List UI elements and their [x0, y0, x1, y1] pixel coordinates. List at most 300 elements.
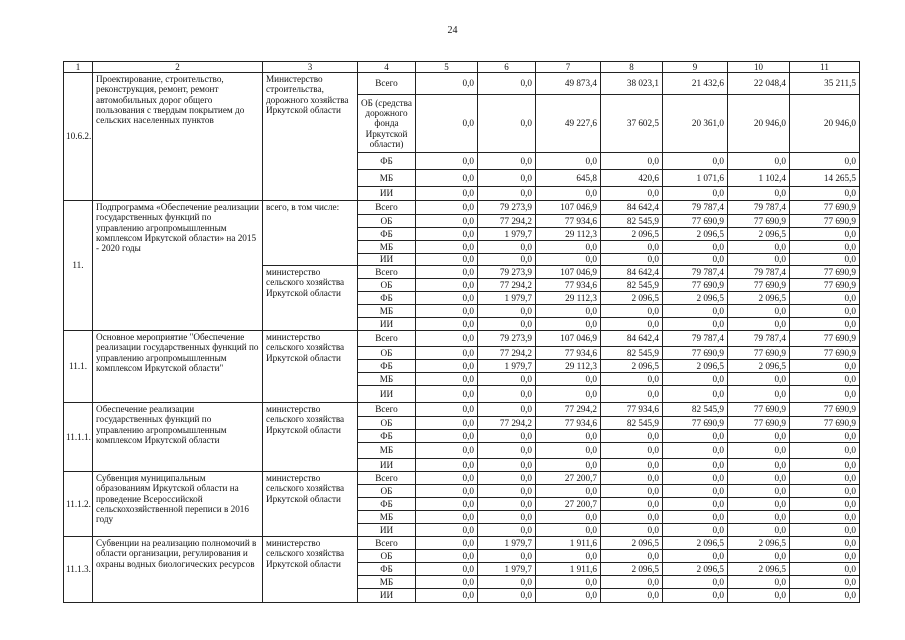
amount-cell: 0,0 — [478, 170, 536, 187]
amount-cell: 0,0 — [728, 524, 790, 537]
amount-cell: 0,0 — [663, 187, 728, 201]
column-header: 6 — [478, 62, 536, 73]
amount-cell: 0,0 — [663, 589, 728, 603]
amount-cell: 77 294,2 — [478, 417, 536, 430]
amount-cell: 77 690,9 — [790, 347, 860, 360]
amount-cell: 0,0 — [728, 305, 790, 318]
amount-cell: 0,0 — [416, 95, 478, 153]
amount-cell: 0,0 — [416, 430, 478, 443]
amount-cell: 0,0 — [536, 485, 601, 498]
amount-cell: 0,0 — [478, 305, 536, 318]
amount-cell: 0,0 — [728, 443, 790, 459]
item-code: 11.1. — [64, 331, 93, 403]
amount-cell: 2 096,5 — [663, 563, 728, 576]
funding-source: ОБ — [358, 485, 416, 498]
amount-cell: 0,0 — [416, 318, 478, 331]
amount-cell: 0,0 — [416, 373, 478, 386]
funding-source: ИИ — [358, 254, 416, 266]
item-code: 11.1.1. — [64, 403, 93, 472]
funding-source: ИИ — [358, 589, 416, 603]
amount-cell: 0,0 — [478, 153, 536, 170]
funding-source: МБ — [358, 305, 416, 318]
amount-cell: 0,0 — [663, 576, 728, 589]
amount-cell: 0,0 — [478, 403, 536, 417]
amount-cell: 2 096,5 — [663, 228, 728, 241]
funding-source: МБ — [358, 511, 416, 524]
funding-source: ФБ — [358, 563, 416, 576]
amount-cell: 2 096,5 — [728, 292, 790, 305]
amount-cell: 2 096,5 — [601, 228, 663, 241]
amount-cell: 0,0 — [601, 524, 663, 537]
amount-cell: 0,0 — [416, 589, 478, 603]
amount-cell: 0,0 — [601, 459, 663, 472]
funding-source: ИИ — [358, 318, 416, 331]
amount-cell: 84 642,4 — [601, 331, 663, 347]
executor-name: министерство сельского хозяйства Иркутской области — [263, 331, 358, 403]
amount-cell: 0,0 — [478, 73, 536, 95]
amount-cell: 0,0 — [601, 550, 663, 563]
amount-cell: 0,0 — [790, 524, 860, 537]
amount-cell: 2 096,5 — [601, 537, 663, 550]
amount-cell: 0,0 — [790, 228, 860, 241]
amount-cell: 27 200,7 — [536, 472, 601, 485]
amount-cell: 0,0 — [790, 537, 860, 550]
amount-cell: 0,0 — [536, 443, 601, 459]
amount-cell: 82 545,9 — [663, 403, 728, 417]
amount-cell: 0,0 — [478, 386, 536, 403]
amount-cell: 0,0 — [478, 498, 536, 511]
amount-cell: 0,0 — [478, 430, 536, 443]
funding-source: ИИ — [358, 459, 416, 472]
amount-cell: 0,0 — [728, 485, 790, 498]
amount-cell: 0,0 — [416, 153, 478, 170]
amount-cell: 2 096,5 — [663, 360, 728, 373]
amount-cell: 1 071,6 — [663, 170, 728, 187]
amount-cell: 0,0 — [416, 305, 478, 318]
amount-cell: 77 690,9 — [790, 331, 860, 347]
amount-cell: 2 096,5 — [728, 537, 790, 550]
amount-cell: 77 690,9 — [790, 266, 860, 279]
amount-cell: 0,0 — [663, 511, 728, 524]
amount-cell: 0,0 — [728, 318, 790, 331]
executor-name: министерство сельского хозяйства Иркутской области — [263, 537, 358, 603]
amount-cell: 0,0 — [416, 563, 478, 576]
item-name: Проектирование, строительство, реконструкция, ремонт, ремонт автомобильных дорог общего пользования с твердым покрытием до сельских населенных пунктов — [93, 73, 263, 201]
funding-source: МБ — [358, 443, 416, 459]
amount-cell: 0,0 — [728, 511, 790, 524]
funding-source: ФБ — [358, 228, 416, 241]
amount-cell: 0,0 — [663, 472, 728, 485]
amount-cell: 79 787,4 — [728, 331, 790, 347]
amount-cell: 0,0 — [416, 576, 478, 589]
executor-name: министерство сельского хозяйства Иркутской области — [263, 472, 358, 537]
funding-source: ИИ — [358, 386, 416, 403]
amount-cell: 0,0 — [601, 472, 663, 485]
amount-cell: 2 096,5 — [728, 563, 790, 576]
amount-cell: 0,0 — [663, 318, 728, 331]
amount-cell: 77 690,9 — [663, 215, 728, 228]
amount-cell: 0,0 — [416, 403, 478, 417]
amount-cell: 0,0 — [790, 386, 860, 403]
amount-cell: 0,0 — [536, 254, 601, 266]
amount-cell: 0,0 — [790, 360, 860, 373]
amount-cell: 0,0 — [790, 563, 860, 576]
amount-cell: 77 690,9 — [663, 279, 728, 292]
amount-cell: 0,0 — [663, 459, 728, 472]
column-header: 9 — [663, 62, 728, 73]
executor-name: всего, в том числе: — [263, 201, 358, 266]
amount-cell: 0,0 — [790, 443, 860, 459]
amount-cell: 0,0 — [416, 292, 478, 305]
amount-cell: 0,0 — [478, 241, 536, 254]
table-row — [64, 73, 860, 95]
amount-cell: 0,0 — [728, 386, 790, 403]
amount-cell: 0,0 — [416, 73, 478, 95]
amount-cell: 79 787,4 — [663, 201, 728, 215]
amount-cell: 0,0 — [663, 153, 728, 170]
column-header: 7 — [536, 62, 601, 73]
amount-cell: 0,0 — [601, 511, 663, 524]
amount-cell: 0,0 — [663, 305, 728, 318]
amount-cell: 38 023,1 — [601, 73, 663, 95]
amount-cell: 0,0 — [663, 443, 728, 459]
funding-source: ОБ (средства дорожного фонда Иркутской области) — [358, 95, 416, 153]
amount-cell: 0,0 — [728, 498, 790, 511]
table-row — [64, 537, 860, 550]
funding-source: ФБ — [358, 153, 416, 170]
funding-source: ФБ — [358, 292, 416, 305]
amount-cell: 77 690,9 — [728, 403, 790, 417]
amount-cell: 0,0 — [728, 472, 790, 485]
funding-source: Всего — [358, 472, 416, 485]
amount-cell: 107 046,9 — [536, 331, 601, 347]
executor-name: министерство сельского хозяйства Иркутской области — [263, 266, 358, 331]
amount-cell: 0,0 — [728, 459, 790, 472]
amount-cell: 1 911,6 — [536, 537, 601, 550]
amount-cell: 0,0 — [478, 95, 536, 153]
funding-source: Всего — [358, 537, 416, 550]
amount-cell: 0,0 — [416, 498, 478, 511]
amount-cell: 0,0 — [416, 537, 478, 550]
amount-cell: 84 642,4 — [601, 266, 663, 279]
amount-cell: 0,0 — [790, 241, 860, 254]
amount-cell: 0,0 — [790, 318, 860, 331]
amount-cell: 0,0 — [478, 485, 536, 498]
amount-cell: 0,0 — [728, 430, 790, 443]
amount-cell: 49 873,4 — [536, 73, 601, 95]
amount-cell: 0,0 — [790, 373, 860, 386]
amount-cell: 0,0 — [416, 170, 478, 187]
amount-cell: 0,0 — [416, 485, 478, 498]
amount-cell: 2 096,5 — [663, 292, 728, 305]
amount-cell: 79 787,4 — [728, 266, 790, 279]
column-header: 11 — [790, 62, 860, 73]
amount-cell: 0,0 — [601, 241, 663, 254]
column-header: 3 — [263, 62, 358, 73]
item-code: 10.6.2. — [64, 73, 93, 201]
amount-cell: 107 046,9 — [536, 201, 601, 215]
amount-cell: 0,0 — [416, 443, 478, 459]
amount-cell: 0,0 — [478, 511, 536, 524]
amount-cell: 0,0 — [416, 331, 478, 347]
amount-cell: 77 934,6 — [536, 215, 601, 228]
amount-cell: 29 112,3 — [536, 292, 601, 305]
amount-cell: 0,0 — [601, 485, 663, 498]
amount-cell: 0,0 — [416, 417, 478, 430]
amount-cell: 21 432,6 — [663, 73, 728, 95]
amount-cell: 22 048,4 — [728, 73, 790, 95]
funding-source: ОБ — [358, 550, 416, 563]
amount-cell: 0,0 — [536, 305, 601, 318]
amount-cell: 79 273,9 — [478, 201, 536, 215]
amount-cell: 0,0 — [416, 360, 478, 373]
amount-cell: 0,0 — [790, 254, 860, 266]
amount-cell: 79 787,4 — [728, 201, 790, 215]
amount-cell: 29 112,3 — [536, 228, 601, 241]
amount-cell: 0,0 — [663, 524, 728, 537]
amount-cell: 77 690,9 — [663, 347, 728, 360]
amount-cell: 0,0 — [663, 373, 728, 386]
funding-source: ФБ — [358, 360, 416, 373]
amount-cell: 1 979,7 — [478, 537, 536, 550]
amount-cell: 0,0 — [536, 511, 601, 524]
amount-cell: 77 294,2 — [478, 279, 536, 292]
amount-cell: 0,0 — [478, 318, 536, 331]
amount-cell: 0,0 — [601, 254, 663, 266]
amount-cell: 0,0 — [536, 241, 601, 254]
table-row — [64, 201, 860, 215]
amount-cell: 79 273,9 — [478, 331, 536, 347]
amount-cell: 77 294,2 — [478, 347, 536, 360]
funding-source: ОБ — [358, 347, 416, 360]
amount-cell: 79 787,4 — [663, 266, 728, 279]
amount-cell: 2 096,5 — [663, 537, 728, 550]
amount-cell: 0,0 — [416, 550, 478, 563]
amount-cell: 79 787,4 — [663, 331, 728, 347]
funding-source: ФБ — [358, 430, 416, 443]
amount-cell: 82 545,9 — [601, 347, 663, 360]
amount-cell: 645,8 — [536, 170, 601, 187]
column-header: 10 — [728, 62, 790, 73]
amount-cell: 77 294,2 — [478, 215, 536, 228]
amount-cell: 0,0 — [536, 459, 601, 472]
amount-cell: 0,0 — [728, 187, 790, 201]
funding-source: ОБ — [358, 417, 416, 430]
executor-name: Министерство строительства, дорожного хозяйства Иркутской области — [263, 73, 358, 201]
amount-cell: 2 096,5 — [728, 228, 790, 241]
amount-cell: 0,0 — [601, 187, 663, 201]
amount-cell: 77 934,6 — [536, 417, 601, 430]
amount-cell: 0,0 — [601, 576, 663, 589]
amount-cell: 0,0 — [416, 472, 478, 485]
amount-cell: 77 690,9 — [663, 417, 728, 430]
amount-cell: 0,0 — [416, 347, 478, 360]
amount-cell: 0,0 — [601, 443, 663, 459]
amount-cell: 77 690,9 — [790, 417, 860, 430]
amount-cell: 0,0 — [601, 373, 663, 386]
amount-cell: 77 690,9 — [790, 201, 860, 215]
item-name: Подпрограмма «Обеспечение реализации государственных функций по управлению агропромышленным комплексом Иркутской области» на 2015 - 2020 годы — [93, 201, 263, 331]
amount-cell: 0,0 — [478, 550, 536, 563]
amount-cell: 0,0 — [728, 589, 790, 603]
item-code: 11.1.3. — [64, 537, 93, 603]
amount-cell: 0,0 — [478, 187, 536, 201]
amount-cell: 20 946,0 — [790, 95, 860, 153]
amount-cell: 0,0 — [536, 524, 601, 537]
item-code: 11.1.2. — [64, 472, 93, 537]
table-row — [64, 472, 860, 485]
item-name: Основное мероприятие "Обеспечение реализации государственных функций по управлению агропромышленным комплексом Иркутской области" — [93, 331, 263, 403]
amount-cell: 77 690,9 — [728, 417, 790, 430]
amount-cell: 20 946,0 — [728, 95, 790, 153]
amount-cell: 1 979,7 — [478, 563, 536, 576]
amount-cell: 0,0 — [416, 187, 478, 201]
amount-cell: 1 979,7 — [478, 292, 536, 305]
amount-cell: 0,0 — [790, 550, 860, 563]
amount-cell: 14 265,5 — [790, 170, 860, 187]
amount-cell: 0,0 — [728, 550, 790, 563]
amount-cell: 35 211,5 — [790, 73, 860, 95]
amount-cell: 0,0 — [790, 485, 860, 498]
amount-cell: 29 112,3 — [536, 360, 601, 373]
column-header: 5 — [416, 62, 478, 73]
amount-cell: 77 934,6 — [536, 279, 601, 292]
funding-source: МБ — [358, 170, 416, 187]
funding-source: ИИ — [358, 187, 416, 201]
amount-cell: 0,0 — [728, 254, 790, 266]
funding-source: ОБ — [358, 215, 416, 228]
amount-cell: 0,0 — [478, 254, 536, 266]
amount-cell: 1 911,6 — [536, 563, 601, 576]
column-header: 4 — [358, 62, 416, 73]
amount-cell: 2 096,5 — [601, 563, 663, 576]
amount-cell: 0,0 — [478, 589, 536, 603]
amount-cell: 0,0 — [790, 187, 860, 201]
amount-cell: 79 273,9 — [478, 266, 536, 279]
funding-source: Всего — [358, 73, 416, 95]
funding-source: МБ — [358, 373, 416, 386]
page-number: 24 — [447, 25, 458, 36]
amount-cell: 0,0 — [663, 430, 728, 443]
amount-cell: 0,0 — [728, 373, 790, 386]
amount-cell: 0,0 — [416, 386, 478, 403]
amount-cell: 0,0 — [790, 511, 860, 524]
amount-cell: 0,0 — [478, 576, 536, 589]
amount-cell: 0,0 — [601, 153, 663, 170]
amount-cell: 0,0 — [601, 305, 663, 318]
funding-source: ОБ — [358, 279, 416, 292]
column-number-row — [64, 62, 860, 73]
amount-cell: 0,0 — [536, 430, 601, 443]
column-header: 1 — [64, 62, 93, 73]
amount-cell: 0,0 — [416, 254, 478, 266]
amount-cell: 1 102,4 — [728, 170, 790, 187]
amount-cell: 0,0 — [536, 153, 601, 170]
amount-cell: 0,0 — [601, 430, 663, 443]
amount-cell: 0,0 — [416, 201, 478, 215]
amount-cell: 0,0 — [536, 550, 601, 563]
amount-cell: 0,0 — [478, 443, 536, 459]
amount-cell: 0,0 — [601, 318, 663, 331]
amount-cell: 0,0 — [790, 576, 860, 589]
amount-cell: 82 545,9 — [601, 417, 663, 430]
amount-cell: 0,0 — [478, 459, 536, 472]
amount-cell: 0,0 — [790, 498, 860, 511]
amount-cell: 0,0 — [663, 254, 728, 266]
amount-cell: 0,0 — [663, 498, 728, 511]
amount-cell: 49 227,6 — [536, 95, 601, 153]
amount-cell: 0,0 — [601, 589, 663, 603]
amount-cell: 77 934,6 — [536, 347, 601, 360]
funding-source: Всего — [358, 266, 416, 279]
funding-table — [63, 61, 860, 603]
amount-cell: 1 979,7 — [478, 228, 536, 241]
amount-cell: 0,0 — [790, 430, 860, 443]
amount-cell: 0,0 — [478, 524, 536, 537]
executor-name: министерство сельского хозяйства Иркутской области — [263, 403, 358, 472]
amount-cell: 37 602,5 — [601, 95, 663, 153]
funding-source: Всего — [358, 331, 416, 347]
amount-cell: 0,0 — [790, 305, 860, 318]
amount-cell: 77 690,9 — [790, 215, 860, 228]
amount-cell: 84 642,4 — [601, 201, 663, 215]
amount-cell: 0,0 — [790, 589, 860, 603]
amount-cell: 0,0 — [663, 550, 728, 563]
amount-cell: 0,0 — [416, 279, 478, 292]
amount-cell: 77 690,9 — [728, 215, 790, 228]
amount-cell: 0,0 — [416, 266, 478, 279]
item-code: 11. — [64, 201, 93, 331]
amount-cell: 0,0 — [663, 386, 728, 403]
amount-cell: 0,0 — [536, 576, 601, 589]
funding-source: МБ — [358, 576, 416, 589]
amount-cell: 0,0 — [478, 373, 536, 386]
item-name: Субвенция муниципальным образованиям Иркутской области на проведение Всероссийской сельскохозяйственной переписи в 2016 году — [93, 472, 263, 537]
amount-cell: 2 096,5 — [601, 360, 663, 373]
column-header: 2 — [93, 62, 263, 73]
amount-cell: 82 545,9 — [601, 215, 663, 228]
amount-cell: 0,0 — [536, 318, 601, 331]
amount-cell: 77 934,6 — [601, 403, 663, 417]
amount-cell: 0,0 — [601, 386, 663, 403]
amount-cell: 2 096,5 — [601, 292, 663, 305]
amount-cell: 27 200,7 — [536, 498, 601, 511]
amount-cell: 0,0 — [663, 241, 728, 254]
amount-cell: 82 545,9 — [601, 279, 663, 292]
funding-source: Всего — [358, 403, 416, 417]
amount-cell: 0,0 — [790, 292, 860, 305]
amount-cell: 0,0 — [478, 472, 536, 485]
amount-cell: 0,0 — [536, 589, 601, 603]
amount-cell: 0,0 — [416, 228, 478, 241]
amount-cell: 0,0 — [728, 241, 790, 254]
amount-cell: 0,0 — [790, 459, 860, 472]
funding-source: МБ — [358, 241, 416, 254]
column-header: 8 — [601, 62, 663, 73]
amount-cell: 0,0 — [601, 498, 663, 511]
amount-cell: 0,0 — [728, 153, 790, 170]
amount-cell: 0,0 — [416, 524, 478, 537]
amount-cell: 77 690,9 — [790, 403, 860, 417]
amount-cell: 0,0 — [790, 153, 860, 170]
amount-cell: 420,6 — [601, 170, 663, 187]
amount-cell: 1 979,7 — [478, 360, 536, 373]
amount-cell: 0,0 — [536, 386, 601, 403]
amount-cell: 0,0 — [728, 576, 790, 589]
amount-cell: 0,0 — [536, 187, 601, 201]
amount-cell: 77 690,9 — [728, 279, 790, 292]
amount-cell: 0,0 — [416, 511, 478, 524]
